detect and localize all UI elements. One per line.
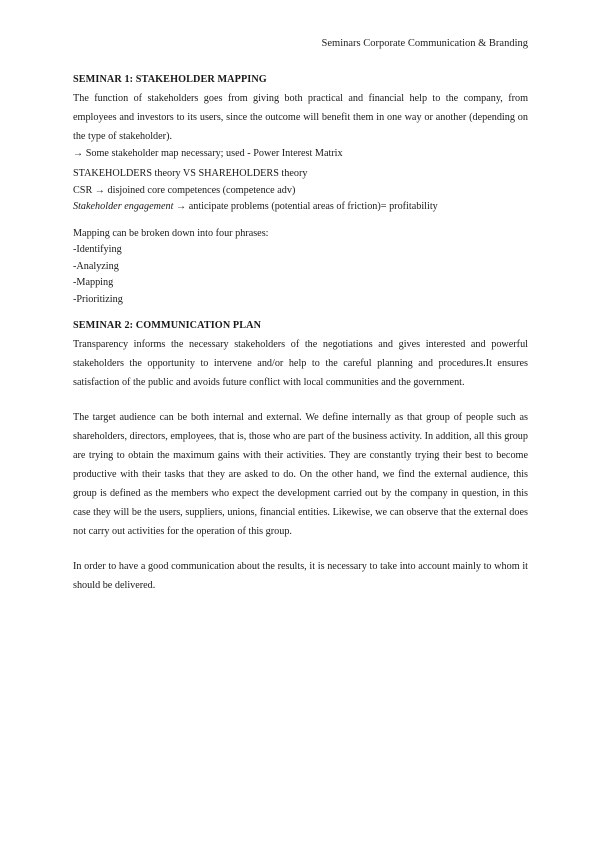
spacer — [73, 308, 528, 318]
spacer — [73, 541, 528, 557]
list-item: -Analyzing — [73, 260, 119, 272]
stakeholder-map-note: → Some stakeholder map necessary; used - Power Interest Matrix — [73, 147, 343, 159]
csr-line: CSR → disjoined core competences (competence adv) — [73, 184, 296, 196]
page-content — [73, 72, 528, 595]
engagement-term: Stakeholder engagement — [73, 201, 174, 212]
theory-line: STAKEHOLDERS theory VS SHAREHOLDERS theory — [73, 168, 308, 179]
running-header: Seminars Corporate Communication & Branding — [321, 38, 528, 49]
mapping-intro: Mapping can be broken down into four phrases: — [73, 227, 269, 239]
engagement-rest: → anticipate problems (potential areas of friction)= profitability — [173, 201, 438, 212]
mapping-phases-list — [73, 242, 528, 308]
spacer — [73, 216, 528, 226]
list-item: -Prioritizing — [73, 293, 123, 305]
spacer — [73, 392, 528, 408]
list-item: -Identifying — [73, 244, 122, 255]
seminar-2-paragraph-2: The target audience can be both internal and external. We define internally as that group of people such as shareholders, directors, employees, that is, those who are part of the business activity. In addition, all this group are trying to obtain the maximum gains with their activities. They are constantly trying their best to become productive with their tasks that they are asked to do. On the other hand, we find the external audience, this group is defined as the members who expect the development carried out by the company in question, in this case they will be the users, suppliers, unions, financial entities. Likewise, we can observe that the external does not carry out activities for the operation of this group. — [73, 411, 528, 537]
seminar-1-intro: The function of stakeholders goes from giving both practical and financial help to the company, from employees and investors to its users, since the outcome will benefit them in one way or another (depending on the type of stakeholder). — [73, 92, 528, 142]
seminar-2-paragraph-1: Transparency informs the necessary stakeholders of the negotiations and gives interested and powerful stakeholders the opportunity to intervene and/or help to the careful planning and procedures.It ensures satisfaction of the public and avoids future conflict with local communities and the government. — [73, 338, 528, 388]
engagement-line — [73, 199, 528, 216]
seminar-2-paragraph-3: In order to have a good communication about the results, it is necessary to take into account mainly to whom it should be delivered. — [73, 560, 528, 591]
list-item: -Mapping — [73, 277, 114, 288]
seminar-1-heading: SEMINAR 1: STAKEHOLDER MAPPING — [73, 74, 267, 85]
seminar-2-heading: SEMINAR 2: COMMUNICATION PLAN — [73, 320, 262, 331]
